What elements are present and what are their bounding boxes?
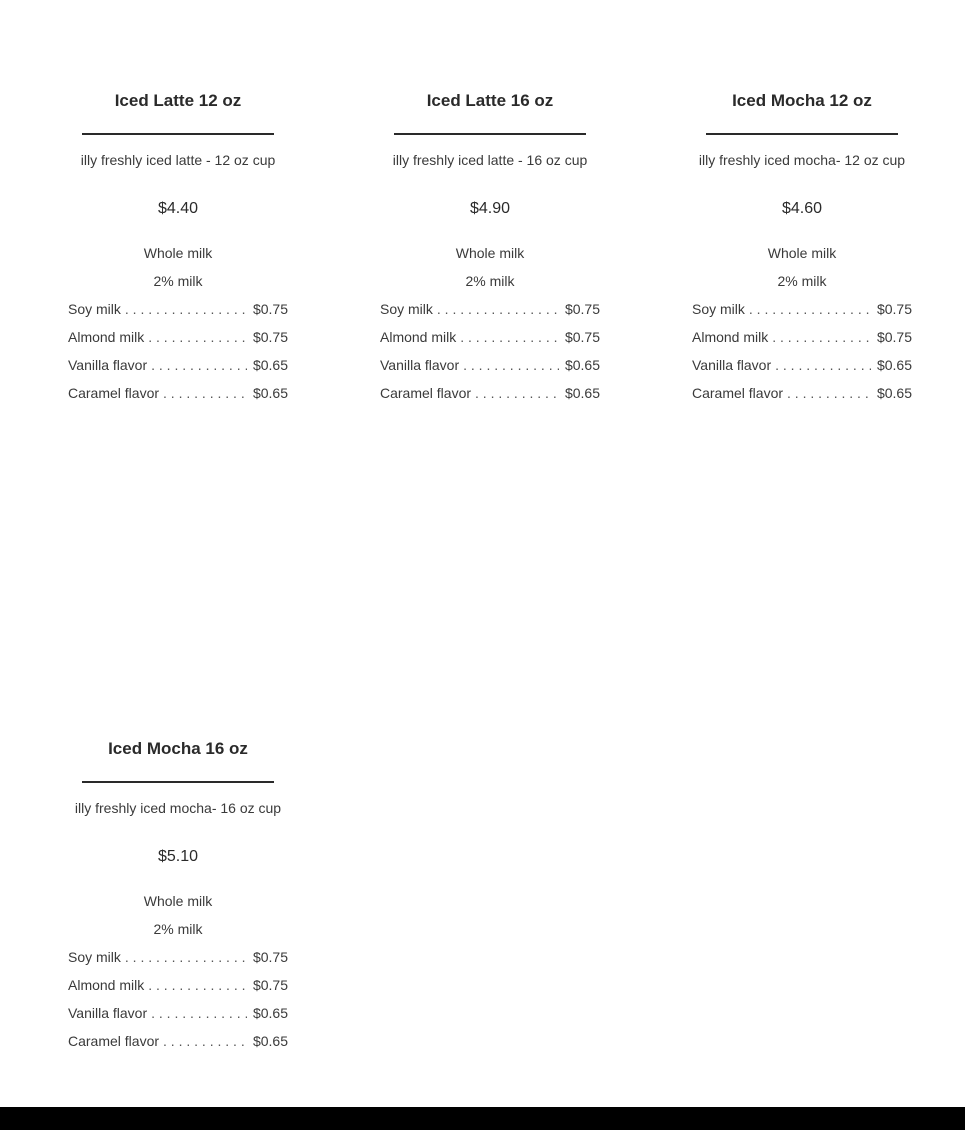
addon-name: Vanilla flavor [692,357,772,373]
title-divider [82,781,274,783]
menu-card-iced-mocha-12 [692,91,912,407]
addon-price: $0.75 [564,301,600,317]
addon-row [68,379,288,407]
addon-row [380,295,600,323]
title-divider [82,133,274,135]
addon-row [68,999,288,1027]
item-title: Iced Latte 16 oz [426,91,554,110]
addon-name: Caramel flavor [68,1033,160,1049]
item-title: Iced Mocha 16 oz [108,739,248,758]
dot-leader [463,351,559,379]
dot-leader [749,295,871,323]
title-divider [394,133,586,135]
addon-row [380,351,600,379]
dot-leader [125,295,247,323]
item-description: illy freshly iced mocha- 16 oz cup [74,800,282,816]
addon-name: Almond milk [68,329,145,345]
dot-leader [475,379,559,407]
dot-leader [775,351,871,379]
addon-row [68,971,288,999]
menu-card-iced-latte-12 [68,91,288,407]
dot-leader [163,379,247,407]
dot-leader [151,351,247,379]
addon-row [692,351,912,379]
item-description: illy freshly iced latte - 16 oz cup [392,152,588,168]
dot-leader [772,323,871,351]
included-option: Whole milk [767,245,837,261]
addon-name: Caramel flavor [68,385,160,401]
addon-name: Vanilla flavor [380,357,460,373]
addon-row [68,295,288,323]
item-price: $4.40 [157,200,199,217]
addon-name: Soy milk [692,301,745,317]
item-title: Iced Mocha 12 oz [732,91,872,110]
item-description: illy freshly iced mocha- 12 oz cup [698,152,906,168]
included-option: Whole milk [143,245,213,261]
addon-name: Soy milk [380,301,433,317]
addon-price: $0.75 [876,329,912,345]
addon-row [380,379,600,407]
addon-name: Almond milk [68,977,145,993]
included-option: Whole milk [455,245,525,261]
addon-price: $0.75 [876,301,912,317]
dot-leader [437,295,559,323]
addon-name: Caramel flavor [380,385,472,401]
addon-price: $0.65 [876,385,912,401]
addon-price: $0.65 [876,357,912,373]
addon-row [692,295,912,323]
addon-row [692,323,912,351]
item-description: illy freshly iced latte - 12 oz cup [80,152,276,168]
dot-leader [148,971,247,999]
addon-name: Vanilla flavor [68,1005,148,1021]
item-price: $5.10 [157,848,199,865]
addon-row [68,323,288,351]
included-option: 2% milk [777,273,827,289]
dot-leader [163,1027,247,1055]
addon-price: $0.75 [252,329,288,345]
addon-price: $0.65 [252,1033,288,1049]
item-price: $4.90 [469,200,511,217]
menu-card-iced-latte-16 [380,91,600,407]
addon-row [68,943,288,971]
addon-row [692,379,912,407]
addon-name: Almond milk [380,329,457,345]
addon-row [68,1027,288,1055]
addon-row [380,323,600,351]
addon-price: $0.65 [252,385,288,401]
addon-name: Almond milk [692,329,769,345]
included-option: Whole milk [143,893,213,909]
addon-price: $0.65 [252,1005,288,1021]
addon-price: $0.75 [252,301,288,317]
addon-price: $0.65 [564,357,600,373]
title-divider [706,133,898,135]
dot-leader [787,379,871,407]
addon-price: $0.65 [564,385,600,401]
addon-name: Soy milk [68,301,121,317]
dot-leader [151,999,247,1027]
footer-bar [0,1107,965,1130]
dot-leader [125,943,247,971]
included-option: 2% milk [153,921,203,937]
menu-card-iced-mocha-16 [68,739,288,1055]
addon-name: Soy milk [68,949,121,965]
addon-price: $0.75 [564,329,600,345]
addon-price: $0.65 [252,357,288,373]
item-price: $4.60 [781,200,823,217]
addon-price: $0.75 [252,949,288,965]
dot-leader [460,323,559,351]
addon-price: $0.75 [252,977,288,993]
item-title: Iced Latte 12 oz [114,91,242,110]
addon-row [68,351,288,379]
dot-leader [148,323,247,351]
included-option: 2% milk [465,273,515,289]
included-option: 2% milk [153,273,203,289]
addon-name: Vanilla flavor [68,357,148,373]
addon-name: Caramel flavor [692,385,784,401]
